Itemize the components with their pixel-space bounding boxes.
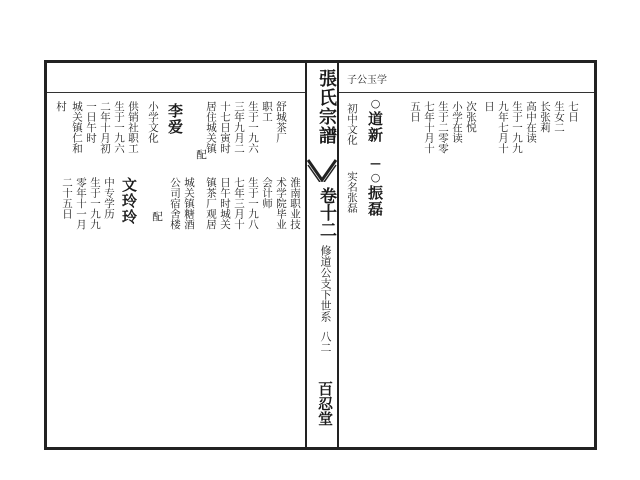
entry-column: 舒城茶厂 [275, 101, 287, 143]
genealogy-title: 張氏宗譜 [316, 69, 337, 145]
entry-column: 生于一九六 [247, 101, 259, 154]
entry-column: 零年十一月 [75, 177, 87, 230]
entry-column: 生于二零零 [437, 101, 449, 154]
spouse-marker: 配 [151, 211, 163, 222]
entry-column: 城关镇仁和 [71, 101, 83, 154]
entry-column: 长张莉 [539, 101, 551, 133]
section-label: 修道公支下世系 [319, 245, 332, 322]
person-education: 小学文化 [147, 101, 159, 143]
entry-column: 镇茶厂观居 [205, 177, 217, 230]
entry-column: 村 [55, 101, 67, 112]
ancestor-education: 初中文化 [346, 103, 358, 145]
entry-column: 城关镇糖酒 [183, 177, 195, 230]
entry-column: 会计师 [261, 177, 273, 209]
entry-column: 居住城关镇 [205, 101, 217, 154]
entry-column: 日午时城关 [219, 177, 231, 230]
entry-column: 生于一九六 [113, 101, 125, 154]
chevron-ornament-icon [307, 158, 337, 182]
entry-column: 五日 [409, 101, 421, 122]
entry-column: 七年十月十 [423, 101, 435, 154]
generation-circle-icon: ○ [369, 97, 382, 111]
hall-name: 百忍堂 [316, 381, 334, 426]
ancestor-name-text: 道新 [366, 111, 384, 143]
descendant-name: 振磊 [366, 185, 384, 217]
page-number: 八二 [319, 331, 332, 353]
entry-column: 二十五日 [61, 177, 73, 219]
descendant-real-name: 实名张磊 [346, 171, 358, 213]
entry-column: 生于一九九 [511, 101, 523, 154]
entry-column: 小学在读 [451, 101, 463, 143]
entry-column: 生女二 [553, 101, 565, 133]
entry-column: 七年三月十 [233, 177, 245, 230]
entry-column: 一日午时 [85, 101, 97, 143]
right-page-header: 子公玉学 [347, 75, 387, 86]
branch-connector-icon: —○ [369, 157, 382, 185]
genealogy-page-spread [44, 60, 597, 450]
book-spine [305, 63, 339, 447]
entry-column: 供销社职工 [127, 101, 139, 154]
entry-column: 生于一九八 [247, 177, 259, 230]
entry-column: 七日 [567, 101, 579, 122]
spouse-marker: 配 [195, 149, 207, 160]
entry-column: 术学院毕业 [275, 177, 287, 230]
entry-column: 中专学历 [103, 177, 115, 219]
entry-column: 高中在读 [525, 101, 537, 143]
entry-column: 淮南职业技 [289, 177, 301, 230]
entry-column: 次张悦 [465, 101, 477, 133]
ancestor-name [365, 97, 386, 143]
entry-column: 日 [483, 101, 495, 112]
volume-label: 卷十二 [316, 187, 336, 238]
entry-column: 九年七月十 [497, 101, 509, 154]
spouse-name: 文玲玲 [120, 177, 138, 225]
entry-column: 三年九月二 [233, 101, 245, 154]
spouse-name: 李爱 [166, 103, 184, 135]
branch-descendant [365, 157, 386, 217]
entry-column: 二年十月初 [99, 101, 111, 154]
entry-column: 生于一九九 [89, 177, 101, 230]
entry-column: 十七日寅时 [219, 101, 231, 154]
entry-column: 公司宿舍楼 [169, 177, 181, 230]
entry-column: 职工 [261, 101, 273, 122]
